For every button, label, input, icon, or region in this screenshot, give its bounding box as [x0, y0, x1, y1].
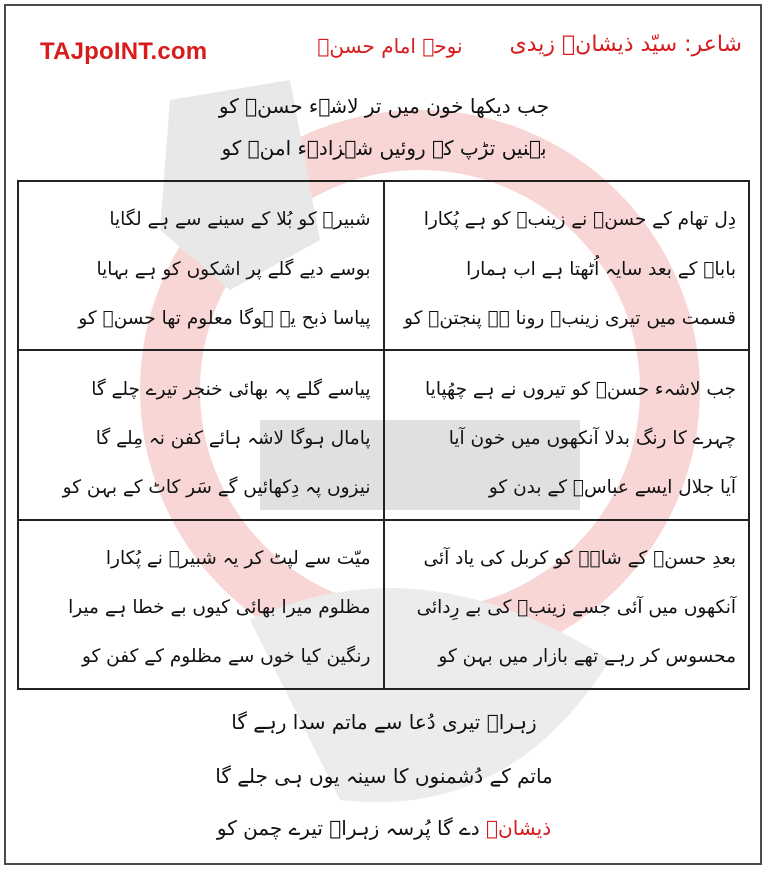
stanza-table [17, 180, 750, 690]
verse-line: مظلوم میرا بھائی کیوں بے خطا ہے میرا [68, 597, 371, 619]
verse-line: آنکھوں میں آئی جسے زینبؑ کی بے رِدائی [416, 597, 736, 619]
verse-line: بوسے دیے گلے پر اشکوں کو ہے بہایا [96, 258, 371, 280]
verse-line: میّت سے لپٹ کر یہ شبیرؑ نے پُکارا [105, 548, 371, 570]
verse-line: رنگین کیا خوں سے مظلوم کے کفن کو [81, 646, 371, 668]
stanza-cell [18, 350, 384, 519]
verse-line: قسمت میں تیری زینبؑ رونا ہے پنجتنؑ کو [404, 307, 736, 329]
outro-line: ماتم کے دُشمنوں کا سینہ یوں ہی جلے گا [215, 764, 553, 788]
signature-name: ذیشانؔ [486, 816, 552, 840]
verse-line: محسوس کر رہے تھے بازار میں بہن کو [438, 646, 736, 668]
intro-line: بہنیں تڑپ کے روئیں شہزادہء امنؑ کو [221, 136, 547, 160]
stanza-cell [384, 350, 750, 519]
verse-line: بعدِ حسنؑ کے شاہؑ کو کربل کی یاد آئی [423, 548, 736, 570]
stanza-cell [384, 181, 750, 350]
verse-line: نیزوں پہ دِکھائیں گے سَر کاٹ کے بہن کو [62, 477, 371, 498]
poet-name: شاعر: سیّد ذیشانؔ زیدی [509, 32, 742, 57]
verse-line: پیاسا ذبح یہ ہوگا معلوم تھا حسنؑ کو [78, 307, 371, 329]
outro-line: زہراؑ تیری دُعا سے ماتم سدا رہے گا [231, 710, 537, 734]
site-name: TAJpoINT.com [40, 38, 208, 65]
verse-line: باباؑ کے بعد سایہ اُٹھتا ہے اب ہمارا [466, 258, 736, 280]
verse-line: پامال ہوگا لاشہ ہائے کفن نہ مِلے گا [95, 427, 371, 449]
signature-text: دے گا پُرسہ زہراؑ تیرے چمن کو [216, 816, 480, 840]
stanza-cell [18, 520, 384, 689]
verse-line: شبیرؑ کو بُلا کے سینے سے ہے لگایا [109, 209, 371, 231]
verse-line: چہرے کا رنگ بدلا آنکھوں میں خون آیا [448, 427, 736, 449]
verse-line: آیا جلال ایسے عباسؑ کے بدن کو [488, 477, 736, 498]
signature-line [0, 816, 768, 840]
poem-title: نوحہ امام حسنؑ [317, 34, 463, 58]
verse-line: جب لاشہء حسنؑ کو تیروں نے ہے چھُپایا [425, 378, 736, 400]
verse-line: پیاسے گلے پہ بھائی خنجر تیرے چلے گا [91, 378, 371, 400]
intro-line: جب دیکھا خون میں تر لاشہء حسنؑ کو [218, 94, 550, 118]
verse-line: دِل تھام کے حسنؑ نے زینبؑ کو ہے پُکارا [423, 209, 736, 231]
stanza-cell [384, 520, 750, 689]
stanza-cell [18, 181, 384, 350]
